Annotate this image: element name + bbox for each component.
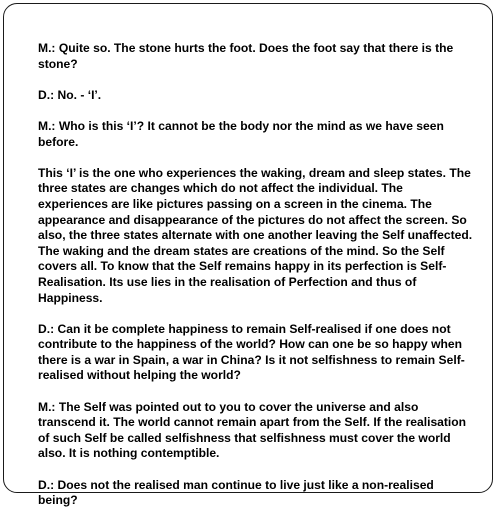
paragraph-4: This ‘I’ is the one who experiences the waking, dream and sleep states. The three states are changes which do not affect the individual. The experiences are like pictures passing on a screen in the cinema. The appearance and disappearance of the pictures do not affect the screen. So also, the three states alternate with one another leaving the Self unaffected. The waking and the dream states are creations of the mind. So the Self covers all. To know that the Self remains happy in its perfection is Self-Realisation. Its use lies in the realisation of Perfection and thus of Happiness. [38, 165, 473, 305]
paragraph-6: M.: The Self was pointed out to you to cover the universe and also transcend it. The world cannot remain apart from the Self. If the realisation of such Self be called selfishness that selfishness must cover the world also. It is nothing contemptible. [38, 399, 467, 461]
paragraph-5: D.: Can it be complete happiness to remain Self-realised if one does not contribute to the happiness of the world? How can one be so happy when there is a war in Spain, a war in China? Is it not selfishness to remain Self-realised without helping the world? [38, 321, 465, 383]
page-card [3, 3, 493, 508]
paragraph-1: M.: Quite so. The stone hurts the foot. Does the foot say that there is the stone? [38, 41, 454, 71]
paragraph-2: D.: No. - ‘I’. [38, 87, 102, 102]
paragraph-3: M.: Who is this ‘I’? It cannot be the body nor the mind as we have seen before. [38, 118, 444, 149]
document-body [38, 41, 474, 509]
paragraph-7: D.: Does not the realised man continue to live just like a non-realised being? [38, 477, 434, 508]
